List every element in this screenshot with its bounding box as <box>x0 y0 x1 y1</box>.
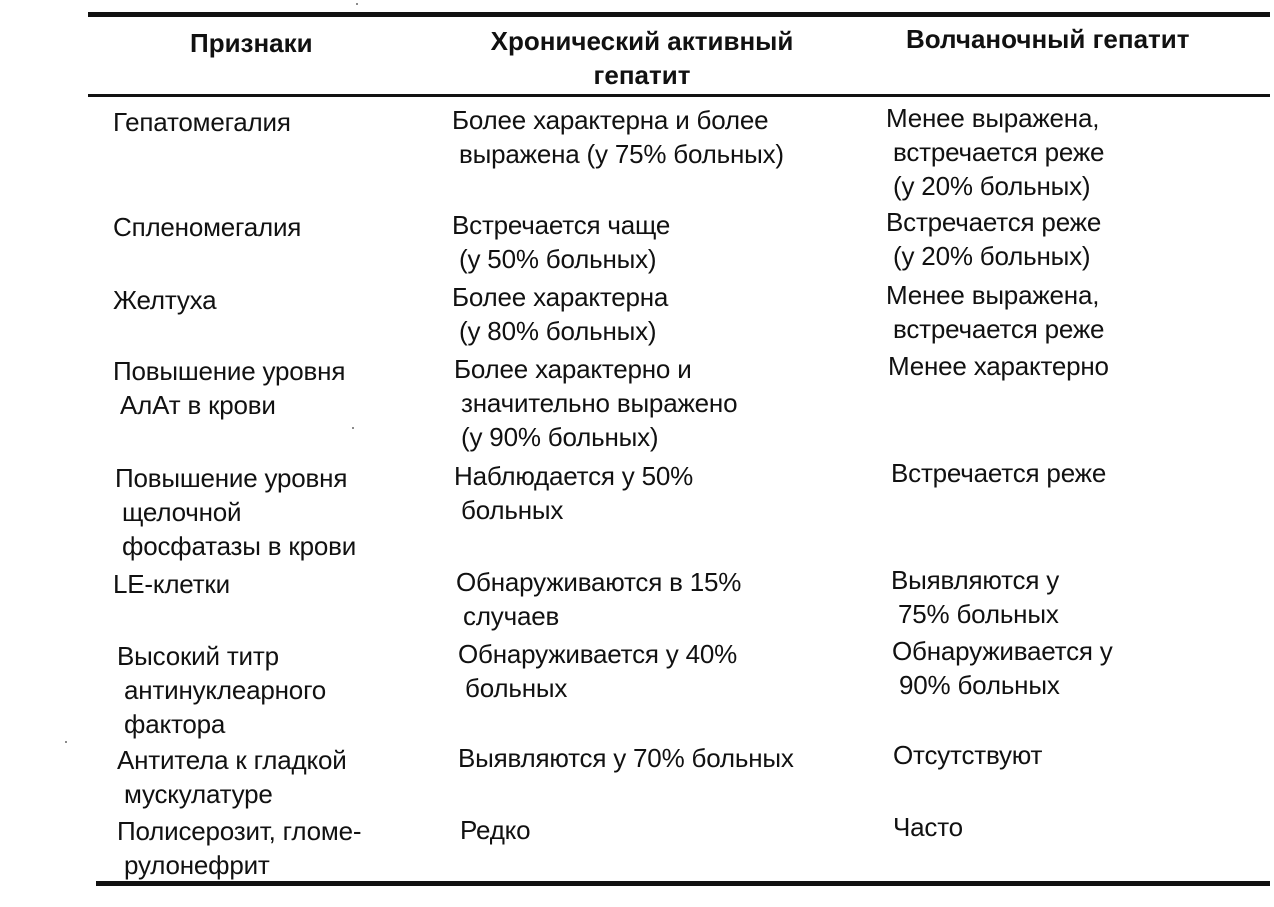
row-8-sign: Антитела к гладкой мускулатуре <box>117 745 347 809</box>
table-top-rule <box>88 12 1270 17</box>
row-2-lupus: Встречается реже (у 20% больных) <box>886 207 1102 271</box>
row-7-chronic: Обнаруживается у 40% больных <box>458 639 738 703</box>
row-4-lupus: Менее характерно <box>888 351 1109 381</box>
scan-speck <box>356 3 358 5</box>
row-4-chronic: Более характерно и значительно выражено (у 90% больных) <box>454 354 738 452</box>
row-1-lupus: Менее выражена, встречается реже (у 20% больных) <box>886 103 1105 201</box>
row-2-sign: Спленомегалия <box>113 212 302 242</box>
row-6-chronic: Обнаруживаются в 15% случаев <box>456 567 742 631</box>
header-chronic-hepatitis: Хронический активный гепатит <box>490 26 794 90</box>
row-9-lupus: Часто <box>893 812 963 842</box>
row-8-chronic: Выявляются у 70% больных <box>458 743 794 773</box>
scan-speck <box>352 427 354 429</box>
row-7-lupus: Обнаруживается у 90% больных <box>892 636 1113 700</box>
row-1-sign: Гепатомегалия <box>113 107 291 137</box>
table-header-rule <box>88 94 1270 97</box>
row-2-chronic: Встречается чаще (у 50% больных) <box>452 210 671 274</box>
scan-speck <box>65 741 67 743</box>
row-1-chronic: Более характерна и более выражена (у 75% больных) <box>452 105 784 169</box>
row-3-lupus: Менее выражена, встречается реже <box>886 280 1105 344</box>
row-9-chronic: Редко <box>460 815 531 845</box>
row-6-sign: LE-клетки <box>113 569 230 599</box>
row-5-sign: Повышение уровня щелочной фосфатазы в крови <box>115 463 357 561</box>
row-8-lupus: Отсутствуют <box>893 740 1043 770</box>
header-sign: Признаки <box>190 28 313 58</box>
row-5-lupus: Встречается реже <box>891 458 1107 488</box>
row-3-sign: Желтуха <box>113 285 217 315</box>
row-4-sign: Повышение уровня АлАт в крови <box>113 356 346 420</box>
row-9-sign: Полисерозит, гломе- рулонефрит <box>117 816 362 880</box>
row-6-lupus: Выявляются у 75% больных <box>891 565 1060 629</box>
row-7-sign: Высокий титр антинуклеарного фактора <box>117 641 327 739</box>
row-5-chronic: Наблюдается у 50% больных <box>454 461 694 525</box>
header-lupus-hepatitis: Волчаночный гепатит <box>906 24 1190 54</box>
row-3-chronic: Более характерна (у 80% больных) <box>452 282 669 346</box>
